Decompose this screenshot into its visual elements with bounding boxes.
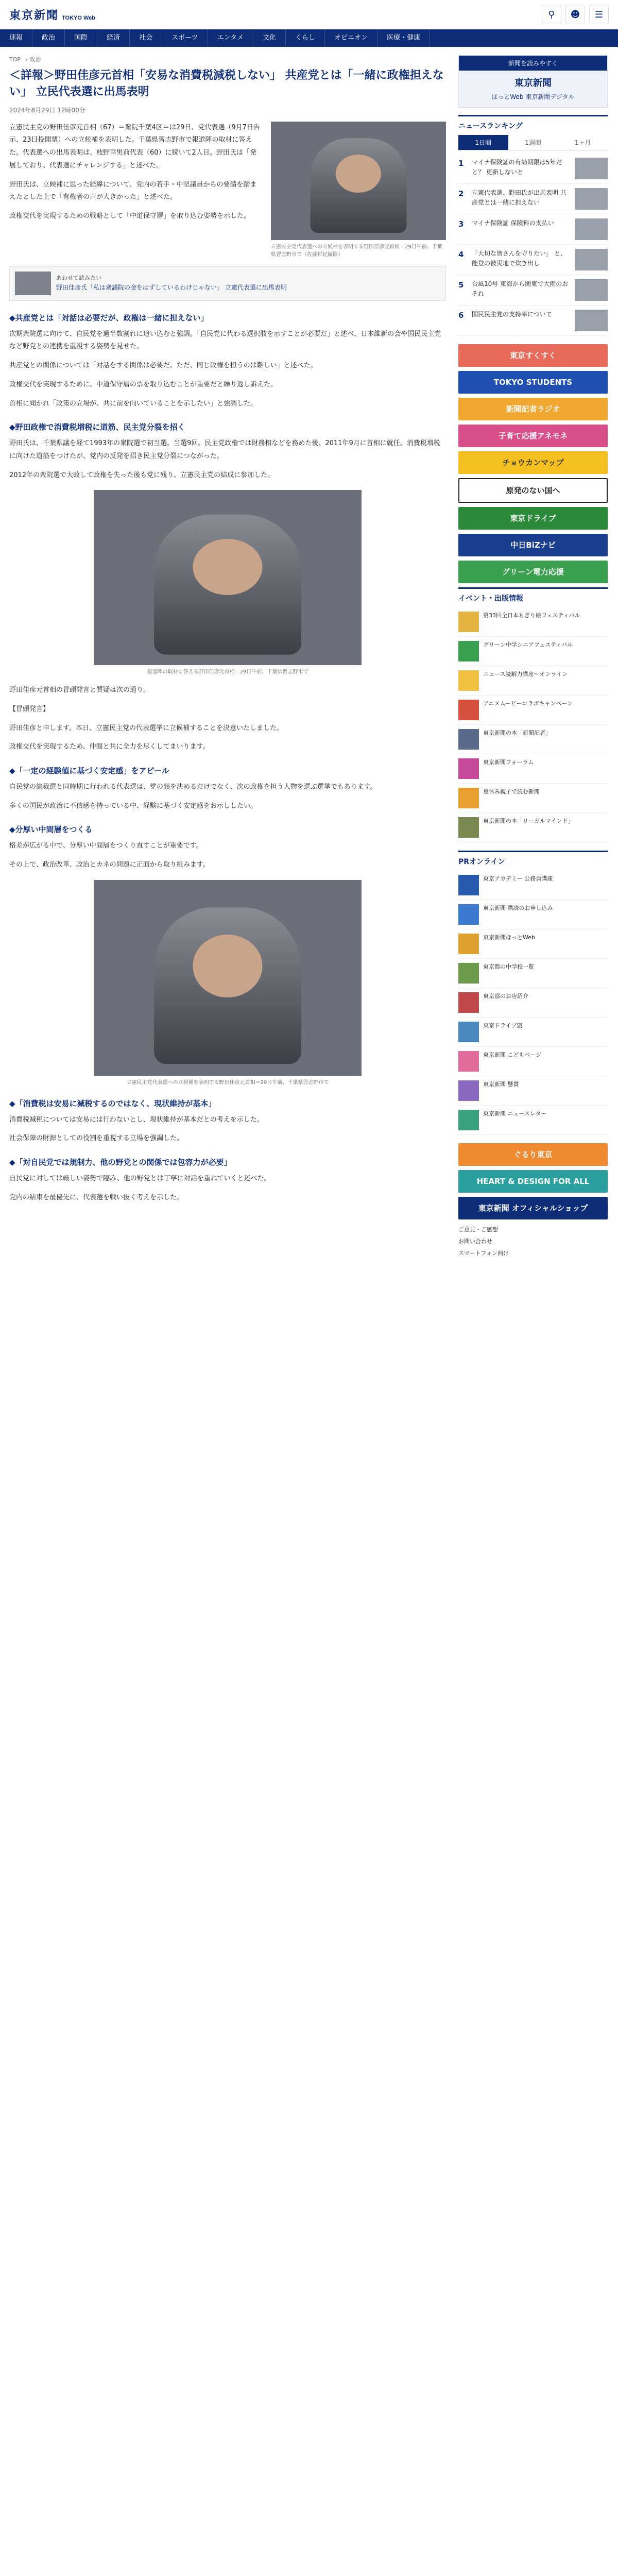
body-paragraph: 政権交代を実現するため、仲間と共に全力を尽くしてまいります。 bbox=[9, 743, 210, 751]
logo-sub: TOKYO Web bbox=[62, 14, 96, 21]
banner[interactable]: グリーン電力応援 bbox=[458, 561, 608, 583]
main-nav bbox=[0, 29, 618, 47]
rank-thumbnail bbox=[575, 188, 608, 210]
body-paragraph: 次期衆院選に向けて、自民党を過半数割れに追い込むと強調。「自民党に代わる選択肢を示すことが必要だ」と述べ、日本維新の会や国民民主党など野党との連携を重視する姿勢を見せた。 bbox=[9, 330, 441, 351]
nav-item[interactable]: オピニオン bbox=[325, 29, 377, 47]
nav-item[interactable]: 社会 bbox=[130, 29, 162, 47]
ranking-item[interactable] bbox=[458, 184, 608, 214]
body-paragraph: 社会保障の財源としての役割を重視する立場を強調した。 bbox=[9, 1134, 184, 1143]
body-paragraph: 自民党に対しては厳しい姿勢で臨み、他の野党とは丁寧に対話を重ねていくと述べた。 bbox=[9, 1175, 271, 1183]
event-item[interactable] bbox=[458, 754, 608, 784]
nav-item[interactable]: エンタメ bbox=[208, 29, 253, 47]
breadcrumb-item[interactable]: 政治 bbox=[29, 56, 41, 63]
subscribe-ad[interactable] bbox=[458, 55, 608, 108]
banner[interactable]: TOKYO STUDENTS bbox=[458, 371, 608, 394]
ad-text: ほっとWeb 東京新聞デジタル bbox=[491, 93, 575, 100]
pr-item[interactable] bbox=[458, 1047, 608, 1076]
event-thumbnail bbox=[458, 758, 479, 779]
event-item[interactable] bbox=[458, 813, 608, 842]
article bbox=[9, 55, 446, 1259]
footer-link[interactable]: スマートフォン向け bbox=[458, 1250, 509, 1257]
body-paragraph: 党内の結束を最優先に、代表選を戦い抜く考えを示した。 bbox=[9, 1193, 184, 1201]
banner[interactable]: チョウカンマップ bbox=[458, 451, 608, 474]
pr-item[interactable] bbox=[458, 959, 608, 988]
rank-text: 台風10号 東海から関東で大雨のおそれ bbox=[472, 280, 569, 297]
body-paragraph: 消費税減税については安易には行わないとし、現状維持が基本だとの考えを示した。 bbox=[9, 1115, 264, 1124]
event-text: 第33回全日本ちぎり絵フェスティバル bbox=[483, 612, 580, 619]
menu-icon[interactable]: ☰ bbox=[589, 5, 609, 24]
pr-thumbnail bbox=[458, 1080, 479, 1101]
pr-thumbnail bbox=[458, 875, 479, 895]
pr-item[interactable] bbox=[458, 1018, 608, 1047]
event-thumbnail bbox=[458, 817, 479, 838]
body-paragraph: 2012年の衆院選で大敗して政権を失った後も党に残り、立憲民主党の結成に参加した。 bbox=[9, 471, 274, 479]
rank-text: マイナ保険証の有効期限は5年だと？ 更新しないと bbox=[472, 158, 562, 176]
body-paragraph: 多くの国民が政治に不信感を持っている中、経験に基づく安定感をお示ししたい。 bbox=[9, 802, 258, 810]
ranking-item[interactable] bbox=[458, 245, 608, 275]
pr-text: 東京新聞ほっとWeb bbox=[483, 934, 535, 941]
event-text: アニメムービーコラボキャンペーン bbox=[483, 700, 573, 707]
related-article[interactable] bbox=[9, 266, 446, 301]
event-text: 夏休み親子で読む新聞 bbox=[483, 788, 540, 795]
article-headline: ＜詳報＞野田佳彦元首相「安易な消費税減税しない」 共産党とは「一緒に政権担えない」 立民代表選に出馬表明 bbox=[9, 69, 444, 98]
rank-thumbnail bbox=[575, 249, 608, 270]
event-item[interactable] bbox=[458, 784, 608, 813]
nav-item[interactable]: 速報 bbox=[0, 29, 32, 47]
banner-list bbox=[458, 344, 608, 583]
ranking-item[interactable] bbox=[458, 306, 608, 336]
rank-thumbnail bbox=[575, 218, 608, 240]
banner[interactable]: 東京ドライブ bbox=[458, 507, 608, 530]
footer-link[interactable]: お問い合わせ bbox=[458, 1238, 492, 1245]
rank-thumbnail bbox=[575, 310, 608, 331]
ranking-tab[interactable]: 1週間 bbox=[525, 139, 541, 146]
body-paragraph: 野田佳彦と申します。本日、立憲民主党の代表選挙に立候補することを決意いたしました。 bbox=[9, 724, 283, 732]
qa-label: 【冒頭発言】 bbox=[9, 705, 50, 713]
event-thumbnail bbox=[458, 641, 479, 662]
rank-number: 2 bbox=[458, 189, 464, 198]
section-heading: ◆「消費税は安易に減税するのではなく、現状維持が基本」 bbox=[9, 1098, 216, 1108]
breadcrumb-item[interactable]: TOP bbox=[9, 56, 21, 63]
pr-thumbnail bbox=[458, 1110, 479, 1130]
event-thumbnail bbox=[458, 612, 479, 632]
pr-item[interactable] bbox=[458, 1106, 608, 1135]
banner[interactable]: 東京新聞 オフィシャルショップ bbox=[458, 1197, 608, 1219]
footer-link[interactable]: ご意見・ご感想 bbox=[458, 1226, 498, 1233]
ranking-item[interactable] bbox=[458, 154, 608, 184]
pr-text: 東京都のお店紹介 bbox=[483, 992, 528, 999]
pr-item[interactable] bbox=[458, 871, 608, 900]
ad-brand: 東京新聞 bbox=[514, 78, 552, 89]
ranking-box bbox=[458, 115, 608, 336]
article-photo bbox=[94, 880, 362, 1076]
photo-caption: 立憲民主党代表選への立候補を表明する野田佳彦元首相＝29日午前、千葉県習志野市で（佐藤哲紀撮影） bbox=[271, 244, 442, 258]
banner[interactable]: 新聞記者ラジオ bbox=[458, 398, 608, 420]
body-paragraph: 自民党の総裁選と同時期に行われる代表選は、党の顔を決めるだけでなく、次の政権を担う人物を選ぶ選挙でもあります。 bbox=[9, 783, 377, 791]
body-paragraph: 政権交代を実現するために、中道保守層の票を取り込むことが重要だと繰り返し訴えた。 bbox=[9, 380, 278, 388]
body-paragraph: 野田氏は、千葉県議を経て1993年の衆院選で初当選。当選9回。民主党政権では財務相などを務めた後、2011年9月に首相に就任。消費税増税に向けた道筋をつけたが、党内の反発を招き民主党分裂につながった。 bbox=[9, 439, 440, 460]
event-thumbnail bbox=[458, 788, 479, 808]
article-photo bbox=[271, 122, 446, 240]
related-label: あわせて読みたい bbox=[56, 275, 101, 282]
banner[interactable]: HEART & DESIGN FOR ALL bbox=[458, 1170, 608, 1193]
pr-thumbnail bbox=[458, 934, 479, 954]
banner-list-2 bbox=[458, 1143, 608, 1219]
breadcrumb: TOP › 政治 bbox=[9, 56, 41, 63]
rank-number: 5 bbox=[458, 280, 464, 290]
pr-item[interactable] bbox=[458, 929, 608, 959]
ranking-tab[interactable]: 1ヶ月 bbox=[574, 139, 591, 146]
search-icon[interactable]: ⚲ bbox=[542, 5, 561, 24]
pr-thumbnail bbox=[458, 1022, 479, 1042]
article-date: 2024年8月29日 12時00分 bbox=[9, 106, 85, 114]
nav-item[interactable]: くらし bbox=[286, 29, 325, 47]
section-heading: ◆分厚い中間層をつくる bbox=[9, 825, 93, 835]
section-heading: ◆「一定の経験値に基づく安定感」をアピール bbox=[9, 766, 169, 776]
event-item[interactable] bbox=[458, 725, 608, 754]
event-text: ニュース読解力講座〜オンライン bbox=[483, 670, 568, 677]
banner[interactable]: 中日BiZナビ bbox=[458, 534, 608, 556]
nav-item[interactable]: スポーツ bbox=[162, 29, 208, 47]
nav-item[interactable]: 医療・健康 bbox=[377, 29, 430, 47]
nav-item[interactable]: 経済 bbox=[97, 29, 130, 47]
event-item[interactable] bbox=[458, 666, 608, 696]
footer-links bbox=[458, 1224, 608, 1259]
ranking-item[interactable] bbox=[458, 275, 608, 306]
pr-text: 東京新聞 こどもページ bbox=[483, 1051, 542, 1058]
body-paragraph: その上で、政治改革、政治とカネの問題に正面から取り組みます。 bbox=[9, 861, 210, 869]
pr-item[interactable] bbox=[458, 988, 608, 1018]
pr-text: 東京新聞 懸賞 bbox=[483, 1080, 519, 1088]
sidebar bbox=[458, 55, 608, 1259]
article-photo bbox=[94, 490, 362, 665]
rank-number: 1 bbox=[458, 158, 464, 168]
rank-text: 国民民主党の支持率について bbox=[472, 310, 552, 318]
lead-paragraph: 政権交代を実現するための戦略として「中道保守層」を取り込む姿勢を示した。 bbox=[9, 212, 251, 220]
ranking-tab[interactable]: 1日間 bbox=[458, 135, 508, 150]
rank-text: マイナ保険証 保険料の支払い bbox=[472, 219, 554, 227]
events-title: イベント・出版情報 bbox=[458, 594, 523, 603]
ranking-title: ニュースランキング bbox=[458, 122, 523, 130]
nav-item[interactable]: 文化 bbox=[253, 29, 286, 47]
pr-thumbnail bbox=[458, 1051, 479, 1072]
body-paragraph: 首相に聞かれ「政策の立場が、共に前を向いていることを示したい」と強調した。 bbox=[9, 399, 258, 408]
banner[interactable]: 東京すくすく bbox=[458, 344, 608, 367]
pr-thumbnail bbox=[458, 963, 479, 984]
body-paragraph: 格差が広がる中で、分厚い中間層をつくり直すことが重要です。 bbox=[9, 842, 203, 850]
rank-text: 「大切な皆さんを守りたい」 と、能登の被災地で炊き出し bbox=[472, 249, 566, 267]
related-thumbnail bbox=[15, 272, 51, 295]
user-icon[interactable]: ☻ bbox=[565, 5, 585, 24]
nav-item[interactable]: 国際 bbox=[65, 29, 97, 47]
site-header bbox=[0, 0, 618, 29]
photo-caption: 報道陣の取材に答える野田佳彦元首相＝29日午前、千葉県習志野市で bbox=[147, 669, 308, 675]
pr-text: 東京ドライブ旅 bbox=[483, 1022, 523, 1029]
pr-text: 東京都の中学校一覧 bbox=[483, 963, 534, 970]
event-text: 東京新聞の本「新聞記者」 bbox=[483, 729, 551, 736]
logo-text: 東京新聞 bbox=[9, 8, 59, 22]
banner[interactable]: ぐるり東京 bbox=[458, 1143, 608, 1166]
event-text: グリーン中学シニアフェスティバル bbox=[483, 641, 573, 648]
photo-caption: 立憲民主党代表選への立候補を表明する野田佳彦元首相＝29日午前、千葉県習志野市で bbox=[126, 1079, 329, 1086]
lead-paragraph: 立憲民主党の野田佳彦元首相（67）＝衆院千葉4区＝は29日、党代表選（9月7日告示、23日投開票）への立候補を表明した。千葉県習志野市で報道陣の取材に答えた。代表選への出馬表明は、枝野幸男前代表（60）に続いて2人目。野田氏は「発展しており、代表選にチャレンジする」と述べた。 bbox=[9, 123, 260, 170]
event-text: 東京新聞フォーラム bbox=[483, 758, 534, 766]
body-paragraph: 野田佳彦元首相の冒頭発言と質疑は次の通り。 bbox=[9, 686, 150, 694]
banner[interactable]: 子育て応援アネモネ bbox=[458, 425, 608, 447]
rank-thumbnail bbox=[575, 158, 608, 179]
rank-number: 3 bbox=[458, 219, 464, 229]
event-text: 東京新聞の本「リーガルマインド」 bbox=[483, 817, 574, 824]
event-thumbnail bbox=[458, 670, 479, 691]
pr-thumbnail bbox=[458, 992, 479, 1013]
rank-thumbnail bbox=[575, 279, 608, 301]
body-paragraph: 共産党との関係については「対話をする関係は必要だ。ただ、同じ政権を担うのは難しい」と述べた。 bbox=[9, 362, 317, 370]
ad-title: 新聞を読みやすく bbox=[459, 56, 607, 71]
pr-text: 東京新聞 ニュースレター bbox=[483, 1110, 547, 1117]
related-link[interactable]: 野田佳彦氏「私は衆議院の金をはずしているわけじゃない」 立憲代表選に出馬表明 bbox=[56, 283, 287, 291]
rank-text: 立憲代表選、野田氏が出馬表明 共産党とは一緒に担えない bbox=[472, 189, 566, 206]
rank-number: 4 bbox=[458, 249, 464, 259]
events-box bbox=[458, 587, 608, 842]
rank-number: 6 bbox=[458, 310, 464, 320]
section-heading: ◆共産党とは「対話は必要だが、政権は一緒に担えない」 bbox=[9, 313, 209, 323]
event-item[interactable] bbox=[458, 607, 608, 637]
section-heading: ◆「対自民党では規制力、他の野党との関係では包容力が必要」 bbox=[9, 1158, 232, 1167]
event-thumbnail bbox=[458, 700, 479, 720]
nav-item[interactable]: 政治 bbox=[32, 29, 65, 47]
lead-paragraph: 野田氏は、立候補に思った経緯について、党内の若手・中堅議員からの要請を踏まえたとした上で「有権者の声が大きかった」と述べた。 bbox=[9, 180, 257, 201]
event-item[interactable] bbox=[458, 696, 608, 725]
event-item[interactable] bbox=[458, 637, 608, 666]
banner[interactable]: 原発のない国へ bbox=[458, 478, 608, 503]
pr-title: PRオンライン bbox=[458, 857, 505, 866]
pr-item[interactable] bbox=[458, 1076, 608, 1106]
pr-thumbnail bbox=[458, 904, 479, 925]
pr-box bbox=[458, 851, 608, 1135]
pr-item[interactable] bbox=[458, 900, 608, 929]
pr-text: 東京新聞 購読のお申し込み bbox=[483, 904, 553, 911]
ranking-item[interactable] bbox=[458, 214, 608, 245]
section-heading: ◆野田政権で消費税増税に道筋、民主党分裂を招く bbox=[9, 422, 185, 432]
site-logo[interactable] bbox=[9, 7, 95, 23]
pr-text: 東京アカデミー 公務員講座 bbox=[483, 875, 553, 882]
event-thumbnail bbox=[458, 729, 479, 750]
